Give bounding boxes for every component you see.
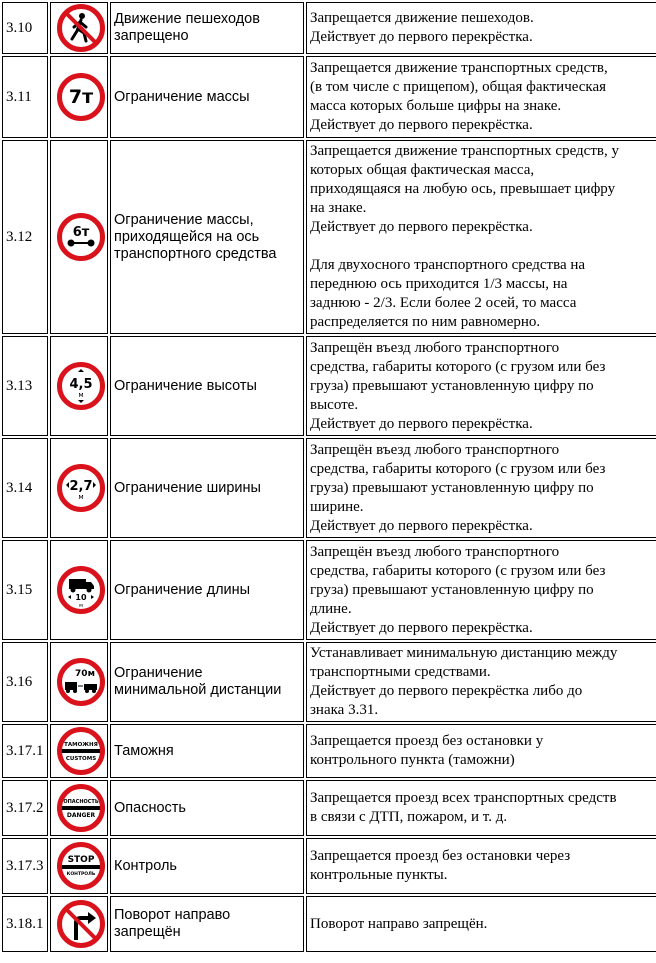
- sign-description: Запрещается проезд всех транспортных средств: [310, 790, 617, 806]
- width-limit-sign-icon: [56, 463, 106, 513]
- sign-number: 3.18.1: [2, 896, 48, 952]
- height-limit-sign-icon: [56, 361, 106, 411]
- sign-description: приходящаяся на любую ось, превышает цифру: [310, 181, 616, 197]
- sign-number: 3.14: [2, 438, 48, 538]
- sign-text: 2,7: [68, 479, 93, 494]
- sign-name: Ограничение ширины: [114, 479, 261, 496]
- sign-number: 3.17.1: [2, 724, 48, 778]
- sign-name: Ограничение массы,: [114, 211, 254, 228]
- sign-description: переднюю ось приходится 1/3 массы, на: [310, 276, 568, 292]
- sign-number: 3.12: [2, 140, 48, 334]
- axle-weight-limit-sign-icon: [56, 212, 106, 262]
- sign-description: средства, габариты которого (с грузом или без: [310, 562, 606, 579]
- sign-description: в связи с ДТП, пожаром, и т. д.: [310, 809, 508, 825]
- table-row: [2, 56, 656, 138]
- sign-description: Действует до первого перекрёстка.: [310, 29, 533, 45]
- sign-description: Запрещается проезд без остановки у: [310, 733, 544, 749]
- sign-number: 3.16: [2, 642, 48, 722]
- sign-description: которых общая фактическая масса,: [310, 162, 535, 178]
- danger-sign-icon: [56, 783, 106, 833]
- sign-description: Для двухосного транспортного средства на: [310, 257, 586, 273]
- table-row: [2, 724, 656, 778]
- minimum-distance-sign-icon: [56, 657, 106, 707]
- table-row: [2, 780, 656, 836]
- sign-text: 10: [74, 593, 87, 602]
- weight-limit-sign-icon: [56, 72, 106, 122]
- table-row: [2, 438, 656, 538]
- sign-subtext: CUSTOMS: [65, 756, 96, 762]
- sign-number: 3.15: [2, 540, 48, 640]
- table-row: [2, 642, 656, 722]
- sign-text: 4,5: [68, 377, 93, 392]
- sign-description: высоте.: [310, 396, 359, 413]
- sign-description: распределяется по ним равномерно.: [310, 314, 541, 330]
- sign-name: Опасность: [114, 799, 186, 816]
- sign-description: длине.: [310, 600, 352, 617]
- sign-unit: м: [78, 603, 83, 609]
- sign-name: запрещён: [114, 924, 181, 940]
- sign-name: Ограничение: [114, 665, 203, 681]
- sign-description: контрольного пункта (таможни): [310, 752, 515, 768]
- sign-description: Действует до первого перекрёстка.: [310, 219, 533, 235]
- table-row: [2, 2, 656, 54]
- table-row: [2, 336, 656, 436]
- no-right-turn-sign-icon: [56, 899, 106, 949]
- customs-sign-icon: [56, 726, 106, 776]
- no-pedestrians-sign-icon: [56, 3, 106, 53]
- sign-description: Запрещён въезд любого транспортного: [310, 339, 560, 356]
- sign-description: Поворот направо запрещён.: [310, 915, 488, 932]
- stop-control-sign-icon: [56, 841, 106, 891]
- sign-unit: м: [77, 391, 84, 399]
- sign-description: ширине.: [310, 498, 364, 515]
- sign-name: Ограничение высоты: [114, 377, 257, 394]
- sign-description: Действует до первого перекрёстка либо до: [310, 683, 583, 699]
- sign-description: Действует до первого перекрёстка.: [310, 117, 533, 133]
- sign-name: Движение пешеходов: [114, 11, 260, 27]
- length-limit-sign-icon: [56, 565, 106, 615]
- sign-name: приходящейся на ось: [114, 228, 260, 245]
- sign-description: Действует до первого перекрёстка.: [310, 619, 533, 636]
- sign-description: средства, габариты которого (с грузом или без: [310, 358, 606, 375]
- sign-description: Запрещён въезд любого транспортного: [310, 441, 560, 458]
- sign-name: Ограничение массы: [114, 88, 250, 105]
- sign-name: Ограничение длины: [114, 581, 251, 598]
- sign-description: средства, габариты которого (с грузом или без: [310, 460, 606, 477]
- sign-number: 3.13: [2, 336, 48, 436]
- sign-description: Запрещён въезд любого транспортного: [310, 543, 560, 560]
- sign-description: Запрещается движение транспортных средств,: [310, 60, 608, 76]
- sign-description: Запрещается движение пешеходов.: [310, 10, 534, 26]
- sign-description: груза) превышают установленную цифру по: [310, 479, 594, 496]
- sign-number: 3.11: [2, 56, 48, 138]
- sign-subtext: DANGER: [66, 812, 95, 819]
- sign-name: Поворот направо: [114, 907, 231, 923]
- sign-description: масса которых больше цифры на знаке.: [310, 98, 562, 114]
- sign-description: заднюю - 2/3. Если более 2 осей, то масса: [310, 295, 577, 311]
- sign-description: (в том числе с прищепом), общая фактическая: [310, 79, 607, 95]
- table-row: [2, 540, 656, 640]
- sign-number: 3.17.2: [2, 780, 48, 836]
- sign-name: минимальной дистанции: [114, 682, 282, 698]
- sign-description: Запрещается проезд без остановки через: [310, 848, 571, 864]
- sign-name: Таможня: [114, 742, 174, 759]
- sign-name: запрещено: [114, 28, 189, 44]
- sign-number: 3.17.3: [2, 838, 48, 894]
- sign-name: транспортного средства: [114, 245, 277, 262]
- sign-number: 3.10: [2, 2, 48, 54]
- sign-text: STOP: [67, 855, 94, 865]
- sign-text: 70м: [74, 669, 95, 679]
- sign-description: Запрещается движение транспортных средств, у: [310, 143, 619, 159]
- sign-text: 7т: [68, 86, 93, 108]
- sign-description: Устанавливает минимальную дистанцию между: [310, 645, 618, 661]
- table-row: [2, 896, 656, 952]
- sign-text: 6т: [72, 225, 89, 240]
- sign-text: ОПАСНОСТЬ: [62, 799, 99, 805]
- sign-description: груза) превышают установленную цифру по: [310, 581, 594, 598]
- sign-description: транспортными средствами.: [310, 664, 491, 680]
- sign-description: Действует до первого перекрёстка.: [310, 415, 533, 432]
- sign-subtext: КОНТРОЛЬ: [66, 872, 95, 877]
- sign-description: груза) превышают установленную цифру по: [310, 377, 594, 394]
- sign-name: Контроль: [114, 857, 177, 874]
- sign-description: знака 3.31.: [310, 702, 379, 718]
- sign-text: ТАМОЖНЯ: [63, 742, 98, 748]
- sign-description: на знаке.: [310, 200, 367, 216]
- sign-unit: м: [77, 493, 84, 501]
- table-row: [2, 838, 656, 894]
- table-row: [2, 140, 656, 334]
- sign-description: контрольные пункты.: [310, 867, 448, 883]
- sign-description: Действует до первого перекрёстка.: [310, 517, 533, 534]
